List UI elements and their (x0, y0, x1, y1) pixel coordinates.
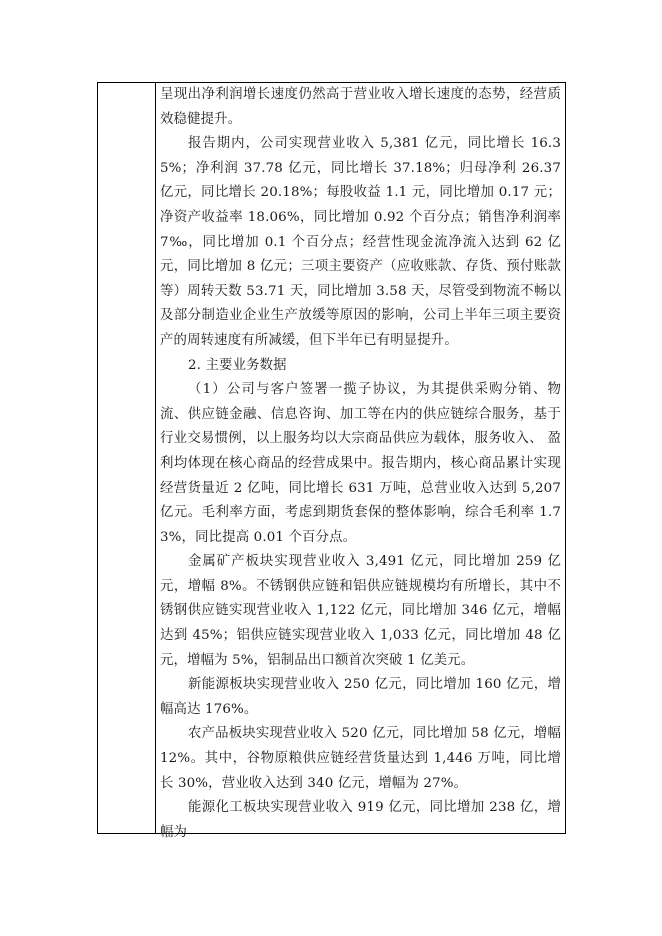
table-left-cell (98, 83, 156, 833)
section-heading-main-business: 2. 主要业务数据 (188, 357, 287, 373)
paragraph-energy-chemicals: 能源化工板块实现营业收入 919 亿元，同比增加 238 亿，增幅为 (160, 800, 561, 840)
paragraph-metals-minerals: 金属矿产板块实现营业收入 3,491 亿元，同比增加 259 亿元，增幅 8%。不锈钢供应链和铝供应链规模均有所增长，其中不锈钢供应链实现营业收入 1,122 亿元，同比增加 346 亿元，增幅达到 45%；铝供应链实现营业收入 1,033 亿元，同比增加 48 亿元，增幅为 5%，铝制品出口额首次突破 1 亿美元。 (160, 554, 561, 668)
paragraph-supply-chain-services: （1）公司与客户签署一揽子协议，为其提供采购分销、物流、供应链金融、信息咨询、加工等在内的供应链综合服务，基于行业交易惯例，以上服务均以大宗商品供应为载体，服务收入、 盈利均体现在核心商品的经营成果中。报告期内，核心商品累计实现经营货量近 2 亿吨，同比增长 631 万吨，总营业收入达到 5,207 亿元。毛利率方面，考虑到期货套保的整体影响，综合毛利率 1.73%，同比提高 0.01 个百分点。 (160, 382, 561, 545)
paragraph-financial-results: 报告期内，公司实现营业收入 5,381 亿元，同比增长 16.35%；净利润 37.78 亿元，同比增长 37.18%；归母净利 26.37 亿元，同比增长 20.18%；每股收益 1.1 元，同比增加 0.17 元；净资产收益率 18.06%，同比增加 0.92 个百分点；销售净利润率 7‰，同比增加 0.1 个百分点；经营性现金流净流入达到 62 亿元，同比增加 8 亿元；三项主要资产（应收账款、存货、预付账款等）周转天数 53.71 天，同比增加 3.58 天，尽管受到物流不畅以及部分制造业企业生产放缓等原因的影响，公司上半年三项主要资产的周转速度有所减缓，但下半年已有明显提升。 (160, 136, 561, 348)
paragraph-agriculture: 农产品板块实现营业收入 520 亿元，同比增加 58 亿元，增幅 12%。其中，谷物原粮供应链经营货量达到 1,446 万吨，同比增长 30%，营业收入达到 340 亿元，增幅为 27%。 (160, 726, 561, 791)
paragraph-new-energy: 新能源板块实现营业收入 250 亿元，同比增加 160 亿元，增幅高达 176%。 (160, 677, 561, 717)
table-content-cell (157, 83, 565, 840)
report-table (97, 82, 566, 840)
paragraph-summary-tail: 呈现出净利润增长速度仍然高于营业收入增长速度的态势，经营质效稳健提升。 (160, 87, 561, 127)
